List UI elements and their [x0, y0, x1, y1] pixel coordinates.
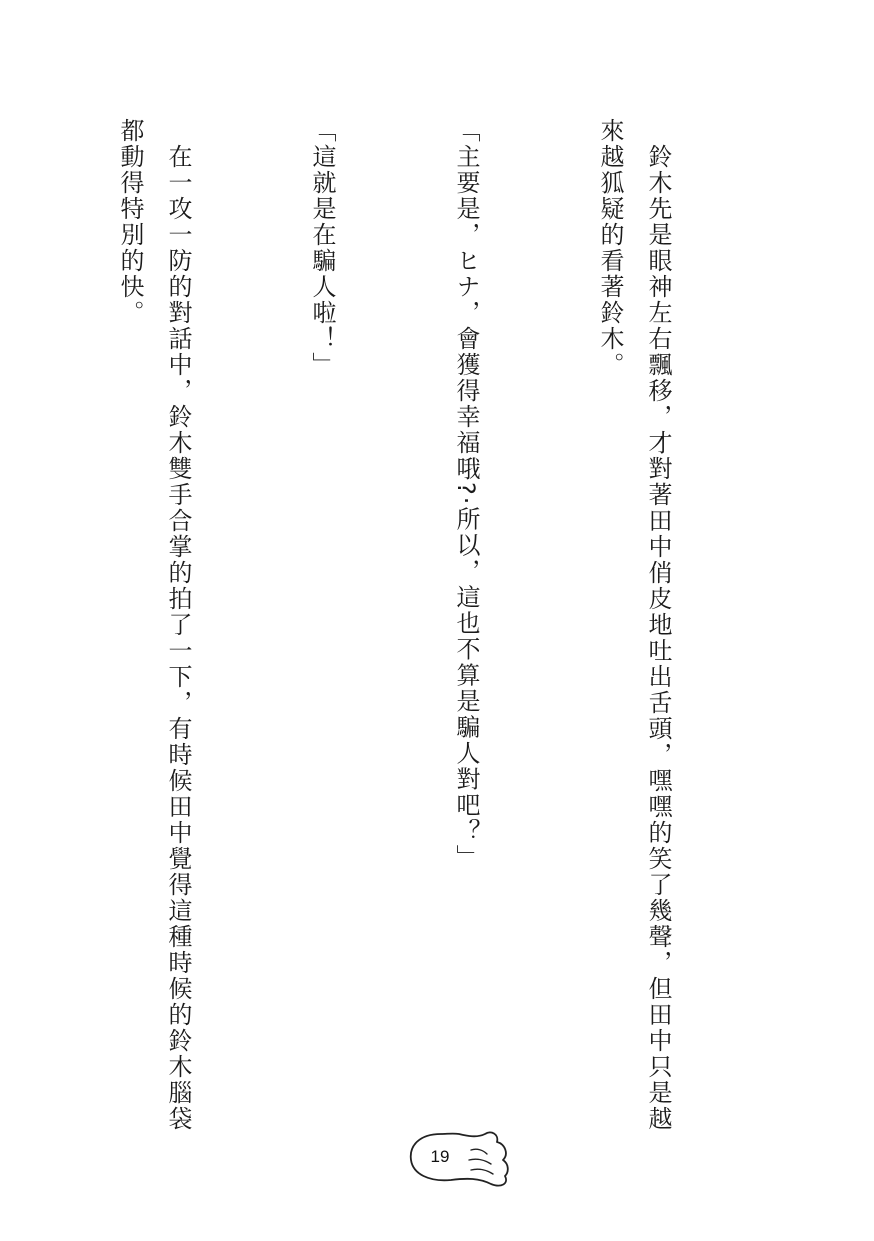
paragraph: 「這就是在騙人啦！」 — [308, 118, 336, 378]
page-number-badge — [405, 1128, 515, 1192]
page-number: 19 — [430, 1147, 450, 1166]
vertical-text-body — [88, 118, 778, 1138]
paragraph: 鈴木先是眼神左右飄移，才對著田中俏皮地吐出舌頭，嘿嘿的笑了幾聲，但田中只是越來越狐疑的看著鈴木。 — [596, 118, 672, 1132]
paragraph: 「主要是，ヒナ，會獲得幸福哦?·所以，這也不算是騙人對吧？」 — [452, 118, 480, 871]
paragraph: 在一攻一防的對話中，鈴木雙手合掌的拍了一下，有時候田中覺得這種時候的鈴木腦袋都動得特別的快。 — [116, 118, 192, 1132]
